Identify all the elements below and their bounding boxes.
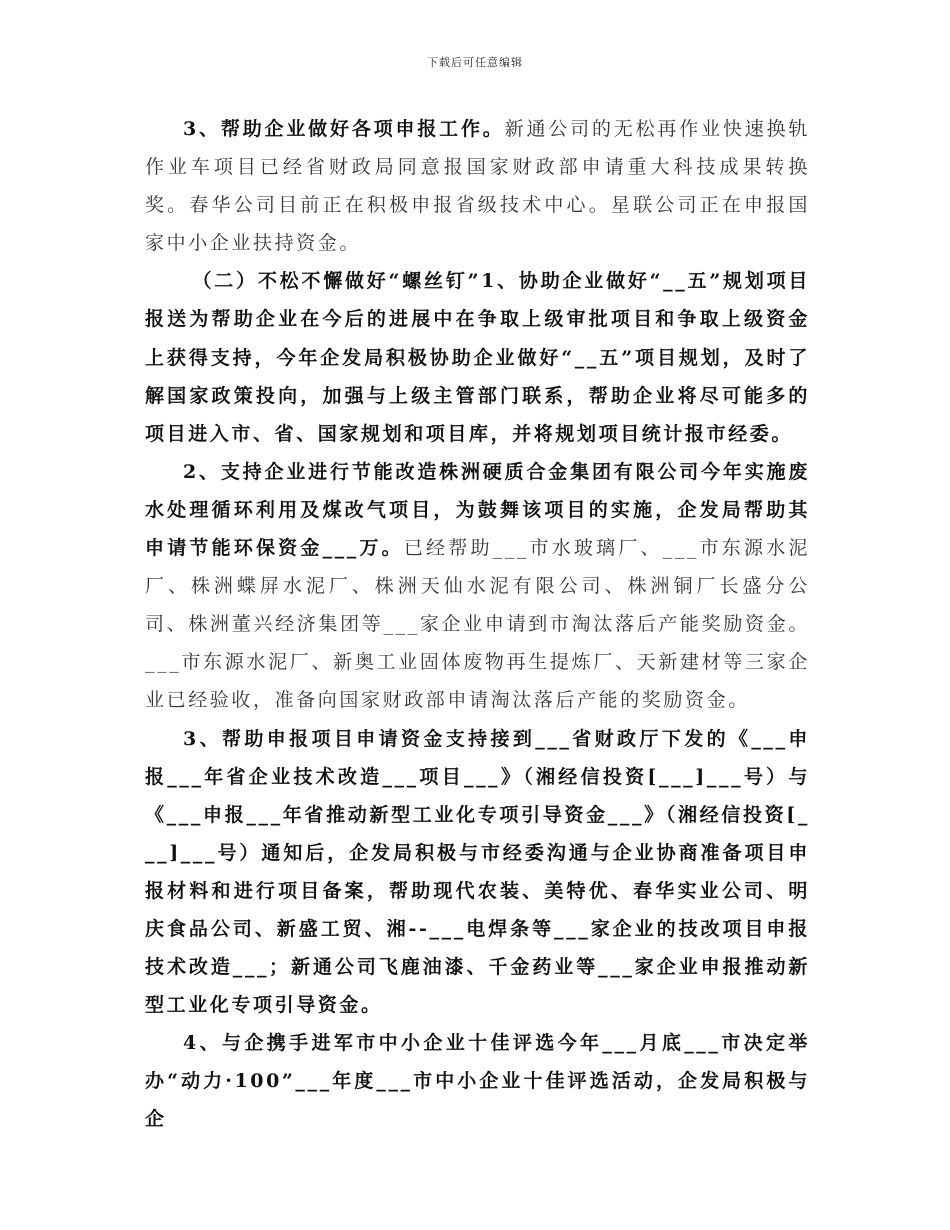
page-header: 下载后可任意编辑 (427, 56, 523, 69)
paragraph-3-body: 已经帮助___市水玻璃厂、___市东源水泥厂、株洲蝶屏水泥厂、株洲天仙水泥有限公司、株洲铜厂长盛分公司、株洲董兴经济集团等___家企业申请到市淘汰落后产能奖励资金。___市东源水泥厂、新奥工业固体废物再生提炼厂、天新建材等三家企业已经验收，准备向国家财政部申请淘汰落后产能的奖励资金。 (145, 537, 810, 712)
paragraph-3-lead: 2、支持企业进行节能改造株洲硬质合金集团有限公司今年实施废水处理循环利用及煤改气项目，为鼓舞该项目的实施，企发局帮助其申请节能环保资金___万。 (145, 460, 810, 560)
paragraph-1 (145, 110, 810, 262)
document-body (145, 110, 810, 1139)
paragraph-1-lead: 3、帮助企业做好各项申报工作。 (183, 118, 505, 140)
paragraph-3 (145, 453, 810, 720)
paragraph-2 (145, 262, 810, 452)
paragraph-1-body: 新通公司的无松再作业快速换轨作业车项目已经省财政局同意报国家财政部申请重大科技成果转换奖。春华公司目前正在积极申报省级技术中心。星联公司正在申报国家中小企业扶持资金。 (145, 118, 810, 255)
paragraph-5 (145, 1024, 810, 1138)
paragraph-4 (145, 720, 810, 1025)
paragraph-4-lead: 3、帮助申报项目申请资金支持接到___省财政厅下发的《___申报___年省企业技术改造___项目___》（湘经信投资[___]___号）与《___申报___年省推动新型工业化专项引导资金___》（湘经信投资[___]___号）通知后，企发局积极与市经委沟通与企业协商准备项目申报材料和进行项目备案，帮助现代农装、美特优、春华实业公司、明庆食品公司、新盛工贸、湘--___电焊条等___家企业的技改项目申报技术改造___；新通公司飞鹿油漆、千金药业等___家企业申报推动新型工业化专项引导资金。 (145, 727, 810, 1017)
paragraph-5-lead: 4、与企携手进军市中小企业十佳评选今年___月底___市决定举办“动力·100”___年度___市中小企业十佳评选活动，企发局积极与企 (145, 1032, 810, 1131)
paragraph-2-lead: （二）不松不懈做好“螺丝钉”1、协助企业做好“__五”规划项目报送为帮助企业在今后的进展中在争取上级审批项目和争取上级资金上获得支持，今年企发局积极协助企业做好“__五”项目规划，及时了解国家政策投向，加强与上级主管部门联系，帮助企业将尽可能多的项目进入市、省、国家规划和项目库，并将规划项目统计报市经委。 (145, 270, 810, 445)
